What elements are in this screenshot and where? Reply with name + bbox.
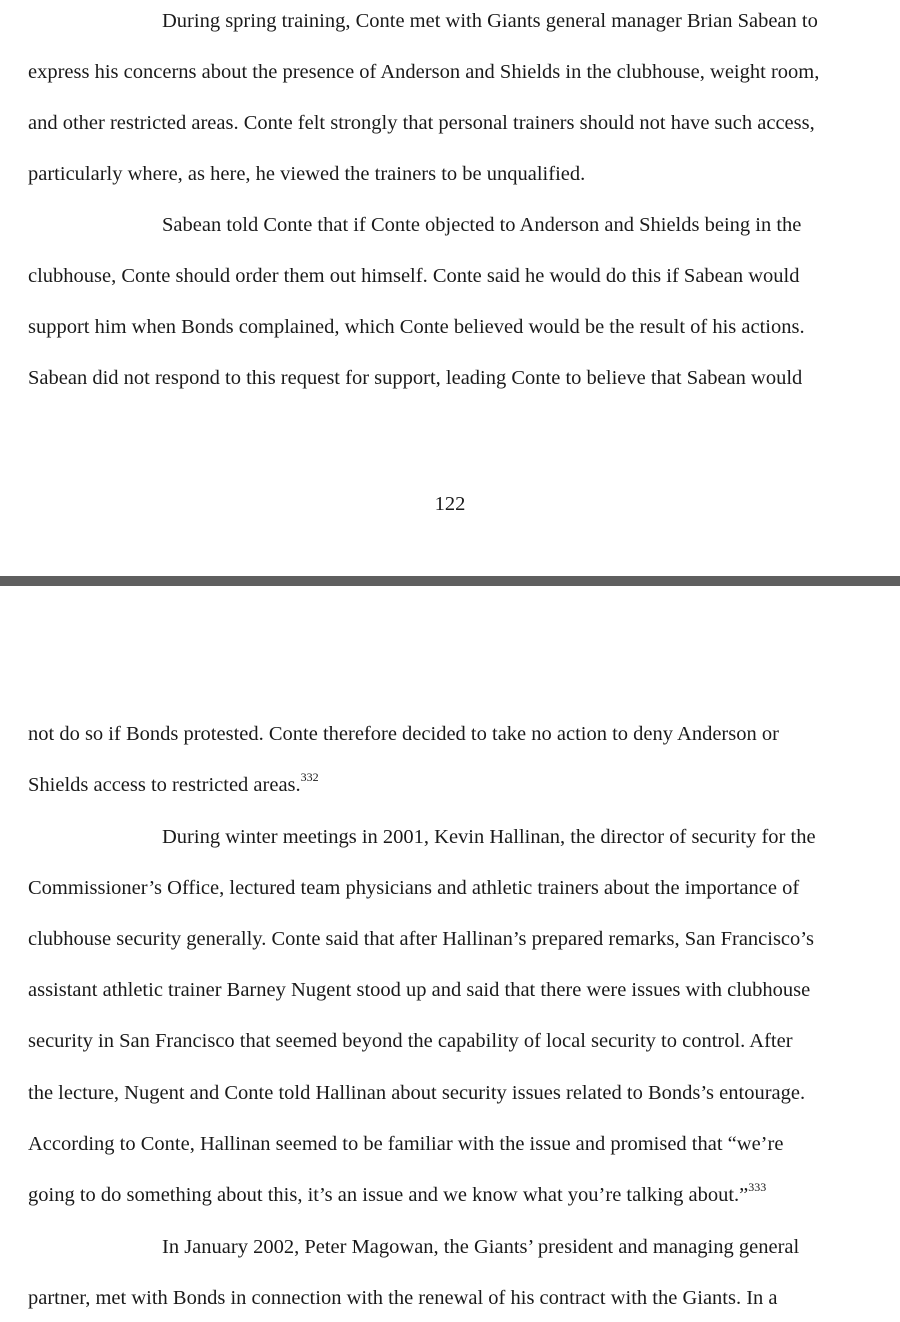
text-line: assistant athletic trainer Barney Nugent stood up and said that there were issues with clubhouse: [28, 979, 811, 1001]
text-line: Commissioner’s Office, lectured team physicians and athletic trainers about the importance of: [28, 877, 800, 899]
text-line: In January 2002, Peter Magowan, the Giants’ president and managing general: [162, 1236, 800, 1258]
page-123: [0, 587, 900, 1322]
text-line: the lecture, Nugent and Conte told Hallinan about security issues related to Bonds’s entourage.: [28, 1082, 806, 1104]
text-line: Sabean did not respond to this request for support, leading Conte to believe that Sabean would: [28, 367, 803, 389]
text-line: clubhouse security generally. Conte said that after Hallinan’s prepared remarks, San Francisco’s: [28, 928, 814, 950]
text-line: According to Conte, Hallinan seemed to be familiar with the issue and promised that “we’re: [28, 1133, 784, 1155]
text-line: support him when Bonds complained, which Conte believed would be the result of his actions.: [28, 316, 805, 338]
text-line: Sabean told Conte that if Conte objected to Anderson and Shields being in the: [162, 214, 802, 236]
text-line: [28, 770, 319, 797]
text-line: [28, 1180, 767, 1207]
text-line: partner, met with Bonds in connection with the renewal of his contract with the Giants. In a: [28, 1287, 778, 1309]
page-122: [0, 0, 900, 575]
text-line: and other restricted areas. Conte felt strongly that personal trainers should not have such access,: [28, 112, 815, 134]
page-number: 122: [434, 493, 466, 515]
text-line-content: Shields access to restricted areas.: [28, 774, 301, 796]
text-line: particularly where, as here, he viewed the trainers to be unqualified.: [28, 163, 586, 185]
text-line: express his concerns about the presence of Anderson and Shields in the clubhouse, weight room,: [28, 61, 820, 83]
text-line-content: going to do something about this, it’s an issue and we know what you’re talking about.”: [28, 1184, 749, 1206]
text-line: security in San Francisco that seemed beyond the capability of local security to control. After: [28, 1030, 793, 1052]
text-line: During winter meetings in 2001, Kevin Hallinan, the director of security for the: [162, 826, 816, 848]
text-line: not do so if Bonds protested. Conte therefore decided to take no action to deny Anderson or: [28, 723, 779, 745]
text-line: clubhouse, Conte should order them out himself. Conte said he would do this if Sabean would: [28, 265, 800, 287]
footnote-ref-333: 333: [748, 1180, 767, 1195]
page-divider: [0, 576, 900, 586]
footnote-ref-332: 332: [300, 770, 319, 785]
text-line: During spring training, Conte met with Giants general manager Brian Sabean to: [162, 10, 818, 32]
